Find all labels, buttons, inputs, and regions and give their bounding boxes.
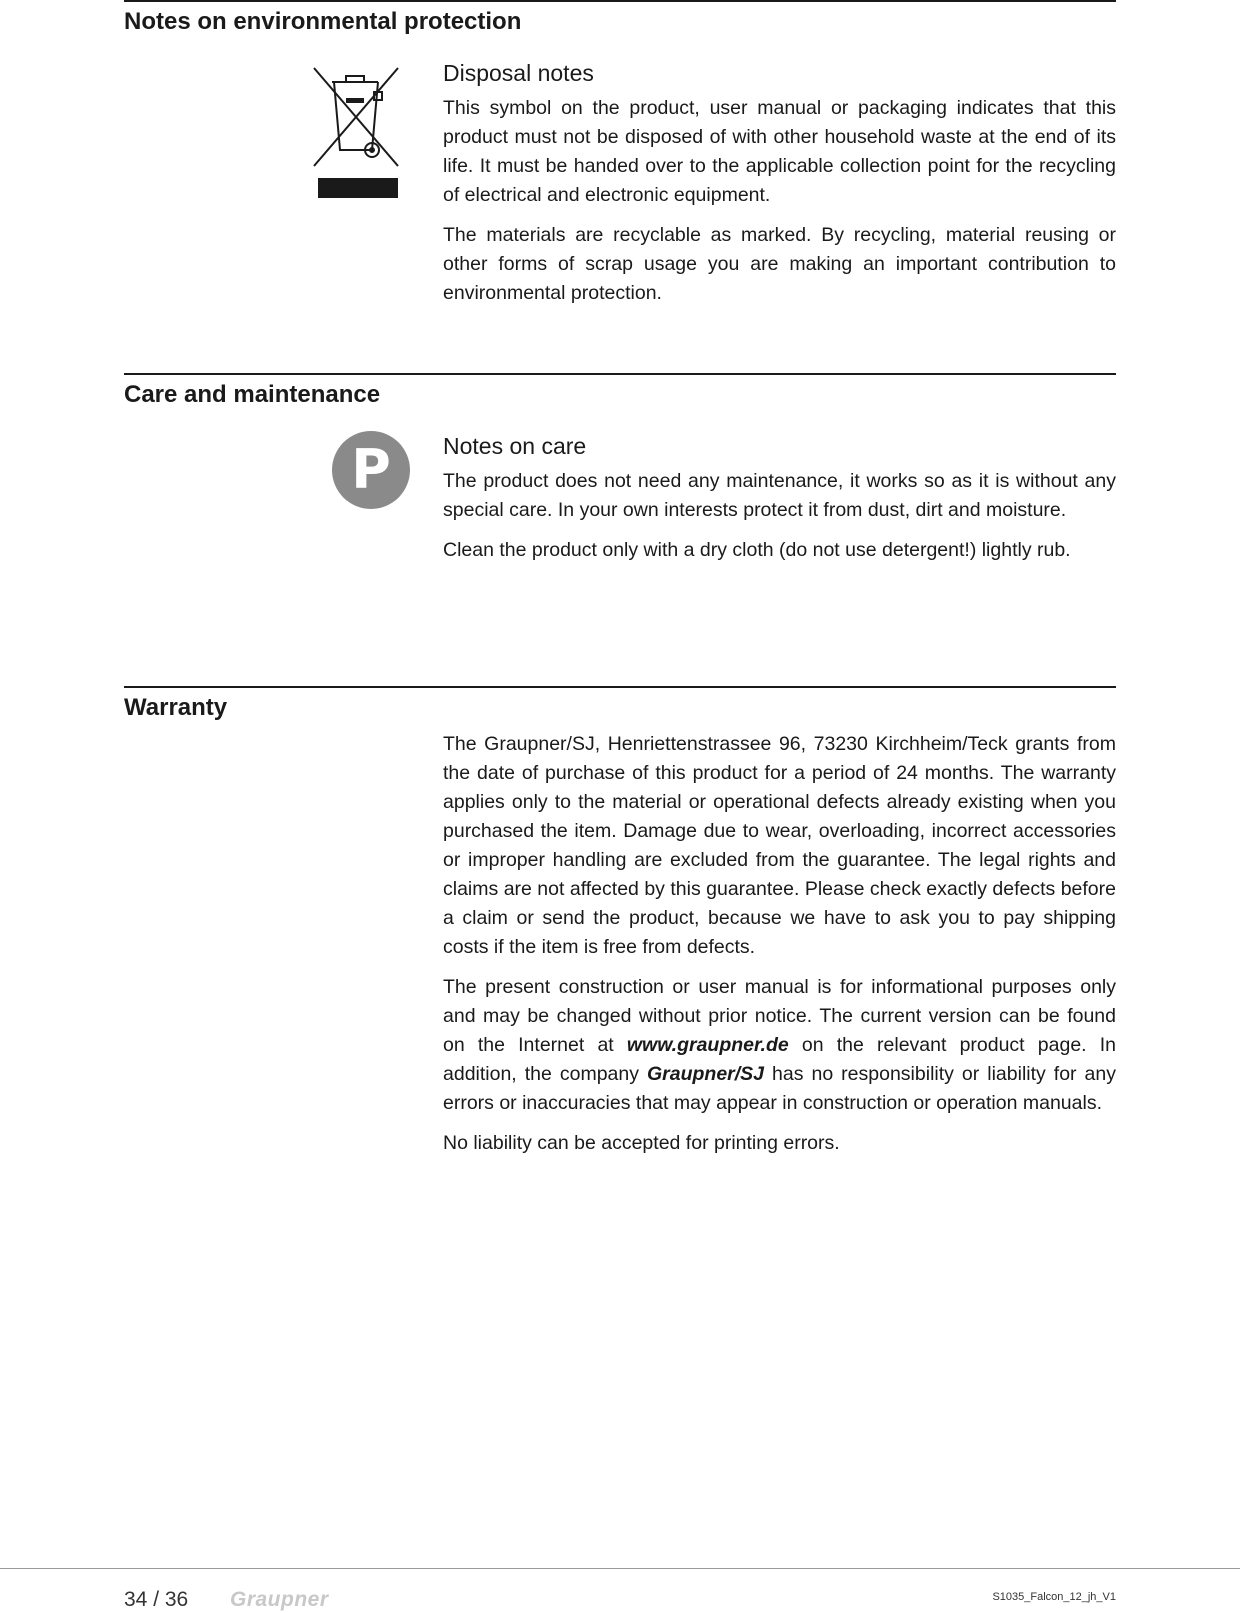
page-number: 34 / 36 — [124, 1588, 189, 1611]
section-rule — [124, 373, 1116, 375]
warranty-text-part-2: on the relevant product page. In addition, the company — [443, 1034, 1117, 1085]
section-rule — [124, 0, 1116, 2]
warranty-text-part-1: The present construction or user manual is for informational purposes only and may be changed without prior notice. The current version can be found on the Internet at — [443, 976, 1116, 1056]
warranty-heading: Warranty — [124, 694, 228, 721]
disposal-notes-heading: Disposal notes — [443, 60, 594, 86]
care-heading: Care and maintenance — [124, 381, 381, 408]
environment-content — [443, 58, 1116, 319]
section-rule — [124, 686, 1116, 688]
disposal-paragraph-2: The materials are recyclable as marked. By recycling, material reusing or other forms of scrap usage you are making an important contribution to environmental protection. — [443, 224, 1116, 304]
company-name: Graupner/SJ — [646, 1063, 765, 1085]
environment-heading: Notes on environmental protection — [124, 8, 522, 35]
care-content — [443, 431, 1116, 576]
warranty-text-part-3: has no responsibility or liability for any errors or inaccuracies that may appear in construction or operation manuals. — [443, 1063, 1116, 1114]
environment-section — [124, 0, 1116, 37]
warranty-paragraph-3: No liability can be accepted for printing errors. — [443, 1132, 840, 1154]
care-section — [124, 373, 1116, 410]
disposal-paragraph-1: This symbol on the product, user manual or packaging indicates that this product must not be disposed of with other household waste at the end of its life. It must be handed over to the applicable collection point for the recycling of electrical and electronic equipment. — [443, 97, 1116, 206]
care-p-icon: P — [332, 431, 410, 509]
warranty-section — [124, 686, 1116, 723]
graupner-logo: Graupner — [230, 1588, 329, 1611]
care-paragraph-1: The product does not need any maintenance, it works so as it is without any special care. In your own interests protect it from dust, dirt and moisture. — [443, 470, 1116, 521]
document-id: S1035_Falcon_12_jh_V1 — [992, 1591, 1116, 1603]
crossed-out-bin-icon — [310, 66, 402, 200]
footer-rule — [0, 1568, 1240, 1569]
warranty-content — [443, 730, 1116, 1169]
graupner-website-link[interactable]: www.graupner.de — [626, 1034, 789, 1056]
notes-on-care-heading: Notes on care — [443, 433, 587, 459]
warranty-paragraph-2 — [443, 973, 1116, 1118]
care-paragraph-2: Clean the product only with a dry cloth (do not use detergent!) lightly rub. — [443, 539, 1071, 561]
warranty-paragraph-1: The Graupner/SJ, Henriettenstrassee 96, 73230 Kirchheim/Teck grants from the date of purchase of this product for a period of 24 months. The warranty applies only to the material or operational defects already existing when you purchased the item. Damage due to wear, overloading, incorrect accessories or improper handling are excluded from the guarantee. The legal rights and claims are not affected by this guarantee. Please check exactly defects before a claim or send the product, because we have to ask you to pay shipping costs if the item is free from defects. — [443, 733, 1116, 958]
